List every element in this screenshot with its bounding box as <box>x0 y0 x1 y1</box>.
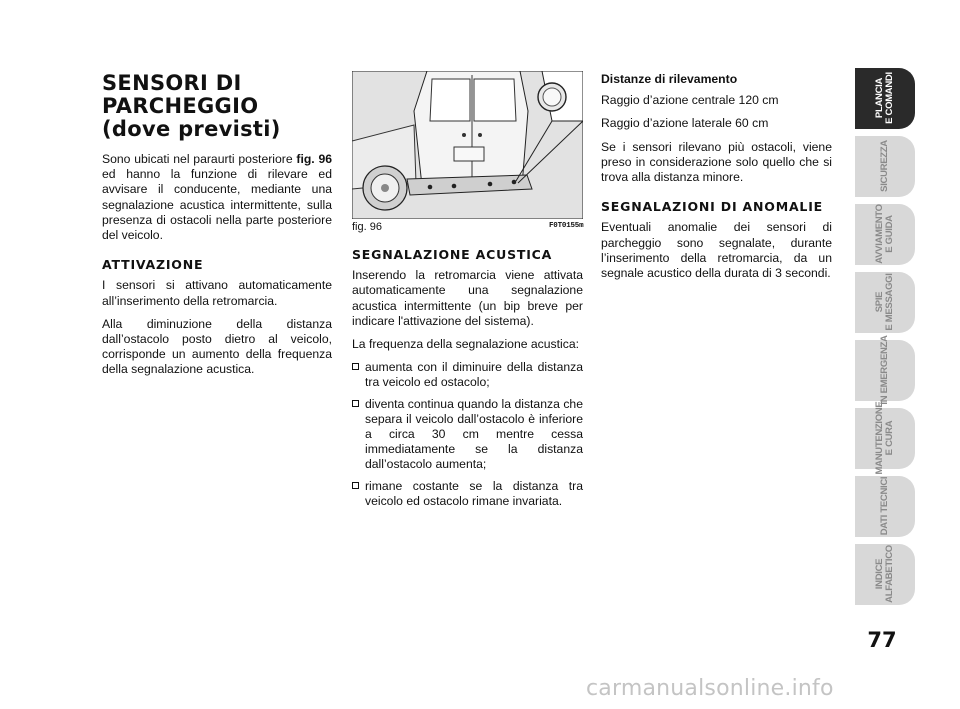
tab-manutenzione-e-cura[interactable] <box>855 401 915 475</box>
tab-spie-e-messaggi[interactable] <box>855 272 915 333</box>
tab-avviamento-e-guida[interactable] <box>855 204 915 265</box>
activation-paragraph-2: Alla diminuzione della distanza dall’ostacolo posto dietro al veicolo, corrisponde un aumento della frequenza della segnalazione acustica. <box>102 316 332 377</box>
tab-label: DATI TECNICI <box>879 476 890 536</box>
distance-lateral: Raggio d’azione laterale 60 cm <box>601 116 769 131</box>
checkbox-bullet-icon <box>352 482 359 489</box>
tab-label: IN EMERGENZA <box>879 335 890 405</box>
column-left <box>102 72 332 386</box>
section-tabs <box>855 68 915 612</box>
tab-indice-alfabetico[interactable] <box>855 544 915 605</box>
acoustic-paragraph-2: La frequenza della segnalazione acustica: <box>352 337 579 352</box>
tab-label: MANUTENZIONE E CURA <box>874 401 895 475</box>
tab-in-emergenza[interactable] <box>855 335 915 405</box>
tab-label: INDICE ALFABETICO <box>874 545 895 603</box>
figure-caption: fig. 96 <box>352 221 382 233</box>
bullet-item <box>352 479 583 509</box>
page-number: 77 <box>867 628 897 652</box>
intro-paragraph <box>102 152 332 243</box>
column-middle <box>352 247 583 515</box>
title-line-2: PARCHEGGIO <box>102 94 259 118</box>
checkbox-bullet-icon <box>352 400 359 407</box>
tab-label: SPIE E MESSAGGI <box>874 273 895 331</box>
figure-code: F0T0155m <box>549 222 584 230</box>
title-line-3: (dove previsti) <box>102 117 281 141</box>
van-rear-illustration <box>352 71 583 219</box>
watermark: carmanualsonline.info <box>586 676 834 701</box>
bullet-item <box>352 397 583 473</box>
activation-heading: ATTIVAZIONE <box>102 257 204 273</box>
bullet-text: diventa continua quando la distanza che separa il veicolo dall’ostacolo è inferiore a circa 30 cm mentre cessa immediatamente se la distanza dall’ostacolo aumenta; <box>365 396 583 472</box>
bullet-item <box>352 360 583 390</box>
anomaly-heading: SEGNALAZIONI DI ANOMALIE <box>601 199 823 215</box>
intro-text-before: Sono ubicati nel paraurti posteriore <box>102 152 297 166</box>
figure-reference: fig. 96 <box>296 152 333 166</box>
bullet-text: rimane costante se la distanza tra veicolo ed ostacolo rimane invariata. <box>365 478 583 508</box>
acoustic-paragraph-1: Inserendo la retromarcia viene attivata automaticamente una segnalazione acustica intermittente (un bip breve per indicare l'attivazione del sistema). <box>352 268 583 328</box>
frequency-bullet-list <box>352 360 583 509</box>
anomaly-paragraph: Eventuali anomalie dei sensori di parcheggio sono segnalate, durante l’inserimento della retromarcia, da un segnale acustico della durata di 3 secondi. <box>601 220 832 281</box>
title-line-1: SENSORI DI <box>102 71 242 95</box>
acoustic-signal-heading: SEGNALAZIONE ACUSTICA <box>352 247 553 262</box>
distance-central: Raggio d’azione centrale 120 cm <box>601 93 779 108</box>
distance-multiple-obstacles: Se i sensori rilevano più ostacoli, viene preso in considerazione solo quello che si trova alla distanza minore. <box>601 139 832 185</box>
tab-plancia-e-comandi[interactable] <box>855 68 915 129</box>
activation-paragraph-1: I sensori si attivano automaticamente all’inserimento della retromarcia. <box>102 278 332 308</box>
checkbox-bullet-icon <box>352 363 359 370</box>
column-right <box>601 72 832 289</box>
intro-text-after: ed hanno la funzione di rilevare ed avvisare il conducente, mediante una segnalazione acustica intermittente, sulla presenza di ostacoli nella parte posteriore del veicolo. <box>102 167 332 243</box>
tab-dati-tecnici[interactable] <box>855 476 915 537</box>
page-title <box>102 72 332 141</box>
bullet-text: aumenta con il diminuire della distanza tra veicolo ed ostacolo; <box>365 360 583 390</box>
tab-label: AVVIAMENTO E GUIDA <box>874 204 895 264</box>
tab-label: PLANCIA E COMANDI <box>874 72 895 124</box>
tab-label: SICUREZZA <box>879 140 890 192</box>
tab-sicurezza[interactable] <box>855 136 915 197</box>
distance-heading: Distanze di rilevamento <box>601 72 738 86</box>
figure-96-rear-view-van <box>352 71 583 219</box>
